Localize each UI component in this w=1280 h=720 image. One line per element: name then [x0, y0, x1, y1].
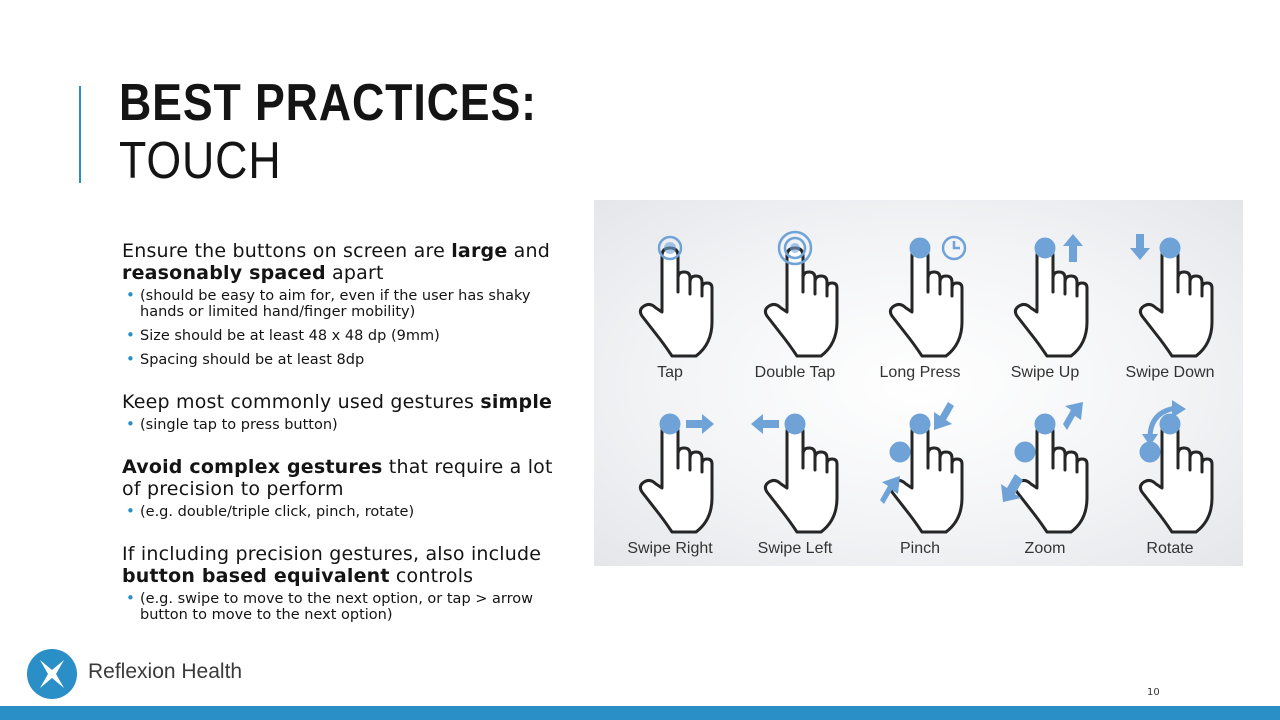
gesture-label: Long Press [879, 364, 961, 381]
gesture-label: Swipe Up [1010, 364, 1080, 381]
swipe-left-gesture-icon [745, 396, 845, 536]
reflexion-health-logo-icon [26, 648, 78, 700]
gesture-label: Rotate [1146, 540, 1194, 557]
paragraph-text: and [507, 240, 551, 262]
emphasis-text: button based equivalent [122, 565, 390, 587]
bullet-text: (should be easy to aim for, even if the user has shaky hands or limited hand/finger mobility) [140, 288, 531, 320]
emphasis-text: Avoid complex gestures [122, 456, 383, 478]
title-accent-line [79, 86, 81, 183]
sub-bullet-list [122, 504, 572, 520]
gesture-label: Swipe Right [627, 540, 713, 557]
gesture-item [610, 396, 730, 566]
bullet-dot-icon: • [126, 326, 135, 344]
body-paragraph [122, 391, 572, 413]
sub-bullet [122, 504, 572, 520]
bullet-dot-icon: • [126, 589, 135, 607]
gesture-label: Zoom [1024, 540, 1066, 557]
long-press-gesture-icon [870, 220, 970, 360]
gesture-item [985, 220, 1105, 390]
sub-bullet-list [122, 417, 572, 433]
swipe-up-gesture-icon [995, 220, 1095, 360]
emphasis-text: large [451, 240, 508, 262]
sub-bullet [122, 288, 572, 320]
gesture-item [735, 220, 855, 390]
bullet-text: Size should be at least 48 x 48 dp (9mm) [140, 328, 440, 344]
sub-bullet-list [122, 591, 572, 623]
sub-bullet [122, 591, 572, 623]
paragraph-text: controls [389, 565, 474, 587]
bullet-text: (single tap to press button) [140, 417, 338, 433]
title-line-2: TOUCH [119, 132, 282, 190]
title-line-1: BEST PRACTICES: [119, 74, 537, 132]
page-number: 10 [1147, 687, 1160, 698]
paragraph-text: If including precision gestures, also include [122, 543, 542, 565]
gesture-label: Swipe Down [1125, 364, 1215, 381]
slide-title [119, 74, 537, 190]
bullet-text: (e.g. swipe to move to the next option, or tap > arrow button to move to the next option) [140, 591, 533, 623]
rotate-gesture-icon [1120, 396, 1220, 536]
sub-bullet [122, 328, 572, 344]
logo-text: Reflexion Health [88, 660, 243, 683]
gesture-label: Tap [657, 364, 683, 381]
bullet-dot-icon: • [126, 415, 135, 433]
bullet-text: Spacing should be at least 8dp [140, 352, 365, 368]
touch-gestures-image [594, 200, 1243, 566]
bullet-dot-icon: • [126, 502, 135, 520]
paragraph-text: that require a lot of precision to perform [122, 456, 553, 500]
zoom-gesture-icon [995, 396, 1095, 536]
gesture-item [860, 396, 980, 566]
bullet-dot-icon: • [126, 350, 135, 368]
gesture-item [1110, 220, 1230, 390]
paragraph-text: apart [325, 262, 384, 284]
gesture-item [985, 396, 1105, 566]
body-paragraph [122, 456, 572, 500]
slide-body [122, 240, 572, 631]
bullet-text: (e.g. double/triple click, pinch, rotate) [140, 504, 415, 520]
gesture-item [735, 396, 855, 566]
tap-gesture-icon [620, 220, 720, 360]
emphasis-text: reasonably spaced [122, 262, 326, 284]
sub-bullet-list [122, 288, 572, 368]
paragraph-text: Ensure the buttons on screen are [122, 240, 452, 262]
gesture-label: Swipe Left [757, 540, 833, 557]
gesture-label: Pinch [899, 540, 941, 557]
gesture-label: Double Tap [754, 364, 836, 381]
gesture-item [860, 220, 980, 390]
gesture-item [1110, 396, 1230, 566]
paragraph-text: Keep most commonly used gestures [122, 391, 481, 413]
swipe-down-gesture-icon [1120, 220, 1220, 360]
sub-bullet [122, 417, 572, 433]
gesture-item [610, 220, 730, 390]
swipe-right-gesture-icon [620, 396, 720, 536]
body-paragraph [122, 543, 572, 587]
footer-accent-bar [0, 706, 1280, 720]
bullet-dot-icon: • [126, 286, 135, 304]
pinch-gesture-icon [870, 396, 970, 536]
sub-bullet [122, 352, 572, 368]
emphasis-text: simple [480, 391, 553, 413]
double-tap-gesture-icon [745, 220, 845, 360]
body-paragraph [122, 240, 572, 284]
